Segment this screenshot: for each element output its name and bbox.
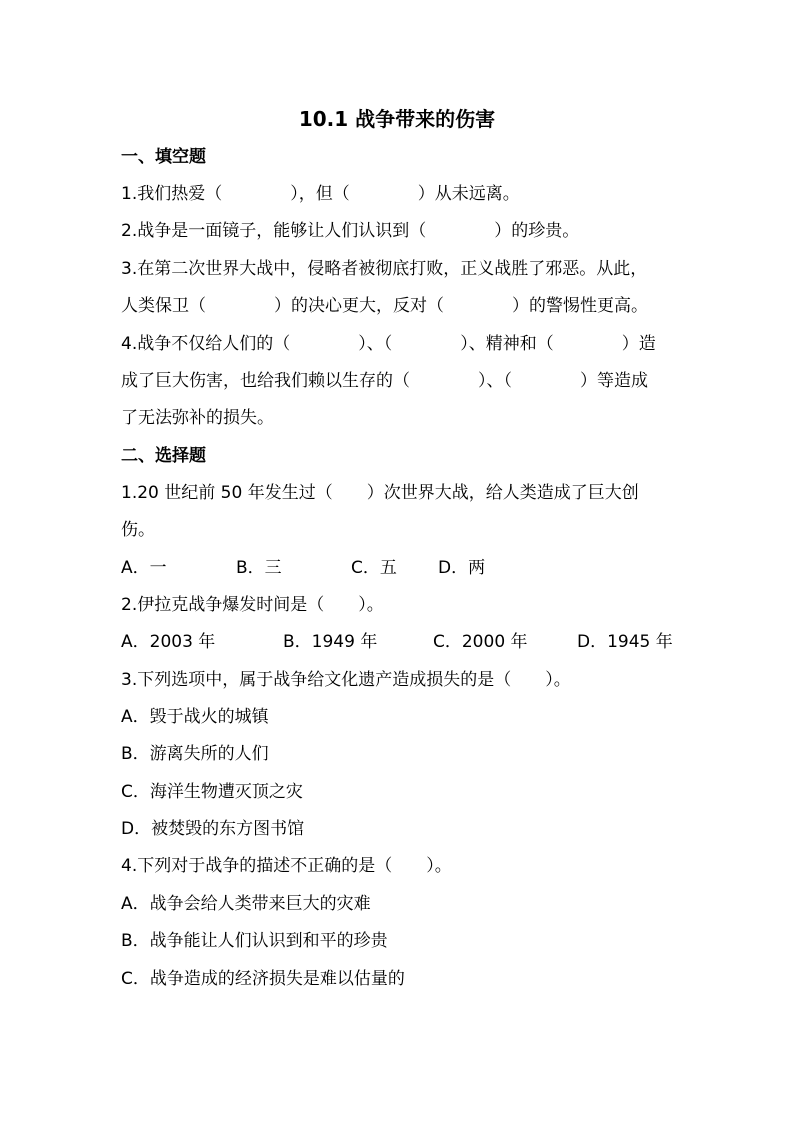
question-choice-4: 4.下列对于战争的描述不正确的是（ ）。: [121, 856, 452, 876]
question-choice-1-line2: 伤。: [121, 520, 155, 540]
choice-1-option-c: C．五: [351, 558, 397, 578]
question-fill-1: 1.我们热爱（ ），但（ ）从未远离。: [121, 184, 520, 204]
choice-2-option-d: D．1945 年: [577, 632, 673, 652]
question-choice-2: 2.伊拉克战争爆发时间是（ ）。: [121, 595, 384, 615]
question-fill-4-line2: 成了巨大伤害，也给我们赖以生存的（ ）、（ ）等造成: [121, 371, 648, 391]
choice-1-option-d: D．两: [438, 558, 486, 578]
choice-3-option-d: D．被焚毁的东方图书馆: [121, 819, 305, 839]
question-choice-1-line1: 1.20 世纪前 50 年发生过（ ）次世界大战，给人类造成了巨大创: [121, 483, 639, 503]
question-fill-2: 2.战争是一面镜子，能够让人们认识到（ ）的珍贵。: [121, 221, 580, 241]
choice-3-option-c: C．海洋生物遭灭顶之灾: [121, 782, 303, 802]
choice-2-option-a: A．2003 年: [121, 632, 216, 652]
page-title: 10.1 战争带来的伤害: [298, 107, 496, 131]
question-fill-4-line1: 4.战争不仅给人们的（ ）、（ ）、精神和（ ）造: [121, 334, 656, 354]
choice-2-option-c: C．2000 年: [433, 632, 528, 652]
choice-1-option-b: B．三: [236, 558, 282, 578]
choice-4-option-b: B．战争能让人们认识到和平的珍贵: [121, 931, 388, 951]
choice-3-option-b: B．游离失所的人们: [121, 744, 269, 764]
question-fill-4-line3: 了无法弥补的损失。: [121, 408, 274, 428]
section-heading-fill-blank: 一、填空题: [121, 147, 206, 167]
choice-3-option-a: A．毁于战火的城镇: [121, 707, 269, 727]
question-choice-3: 3.下列选项中，属于战争给文化遗产造成损失的是（ ）。: [121, 670, 571, 690]
question-fill-3-line2: 人类保卫（ ）的决心更大，反对（ ）的警惕性更高。: [121, 296, 648, 316]
section-heading-choice: 二、选择题: [121, 446, 206, 466]
question-fill-3-line1: 3.在第二次世界大战中，侵略者被彻底打败，正义战胜了邪恶。从此，: [121, 259, 648, 279]
choice-2-option-b: B．1949 年: [283, 632, 378, 652]
choice-1-option-a: A．一: [121, 558, 167, 578]
choice-4-option-a: A．战争会给人类带来巨大的灾难: [121, 894, 371, 914]
choice-4-option-c: C．战争造成的经济损失是难以估量的: [121, 969, 405, 989]
